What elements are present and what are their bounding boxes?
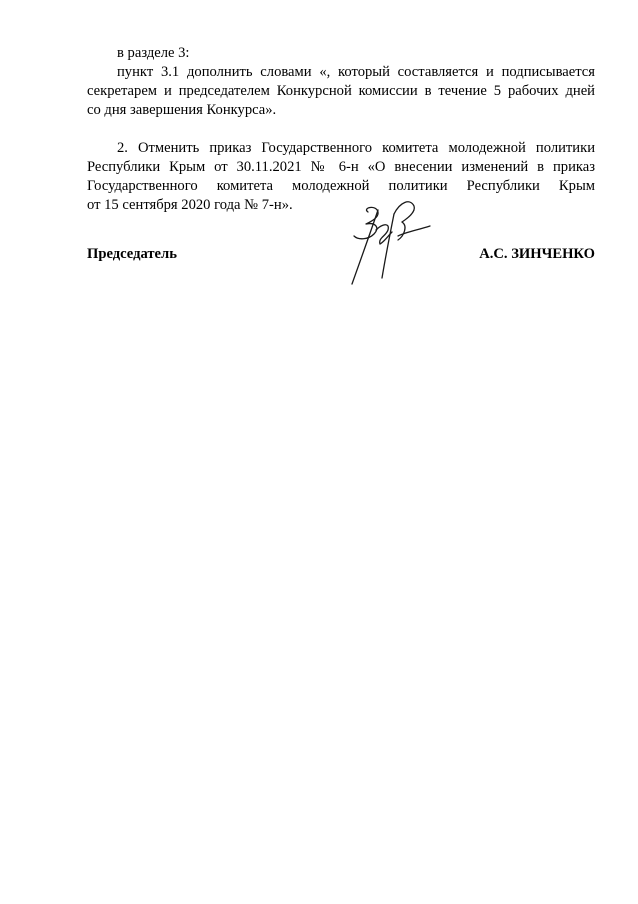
paragraph-2-line-2: Республики Крым от 30.11.2021 № 6-н «О внесении изменений в приказ (87, 159, 595, 175)
handwritten-signature (332, 196, 436, 288)
paragraph-2-line-3: Государственного комитета молодежной политики Республики Крым (87, 178, 595, 194)
signature-row (87, 245, 595, 267)
signatory-name: А.С. ЗИНЧЕНКО (479, 246, 595, 262)
paragraph-2-line-1: 2. Отменить приказ Государственного комитета молодежной политики (117, 140, 595, 156)
signatory-title: Председатель (87, 246, 177, 262)
document-body (87, 44, 595, 215)
paragraph-1-line-1: в разделе 3: (117, 45, 190, 61)
paragraph-spacer (87, 120, 595, 139)
paragraph-1-line-2: пункт 3.1 дополнить словами «, который составляется и подписывается (117, 64, 595, 80)
paragraph-1-line-3: секретарем и председателем Конкурсной комиссии в течение 5 рабочих дней (87, 83, 595, 99)
paragraph-2-line-4: от 15 сентября 2020 года № 7-н». (87, 197, 293, 213)
paragraph-1-line-4: со дня завершения Конкурса». (87, 102, 277, 118)
